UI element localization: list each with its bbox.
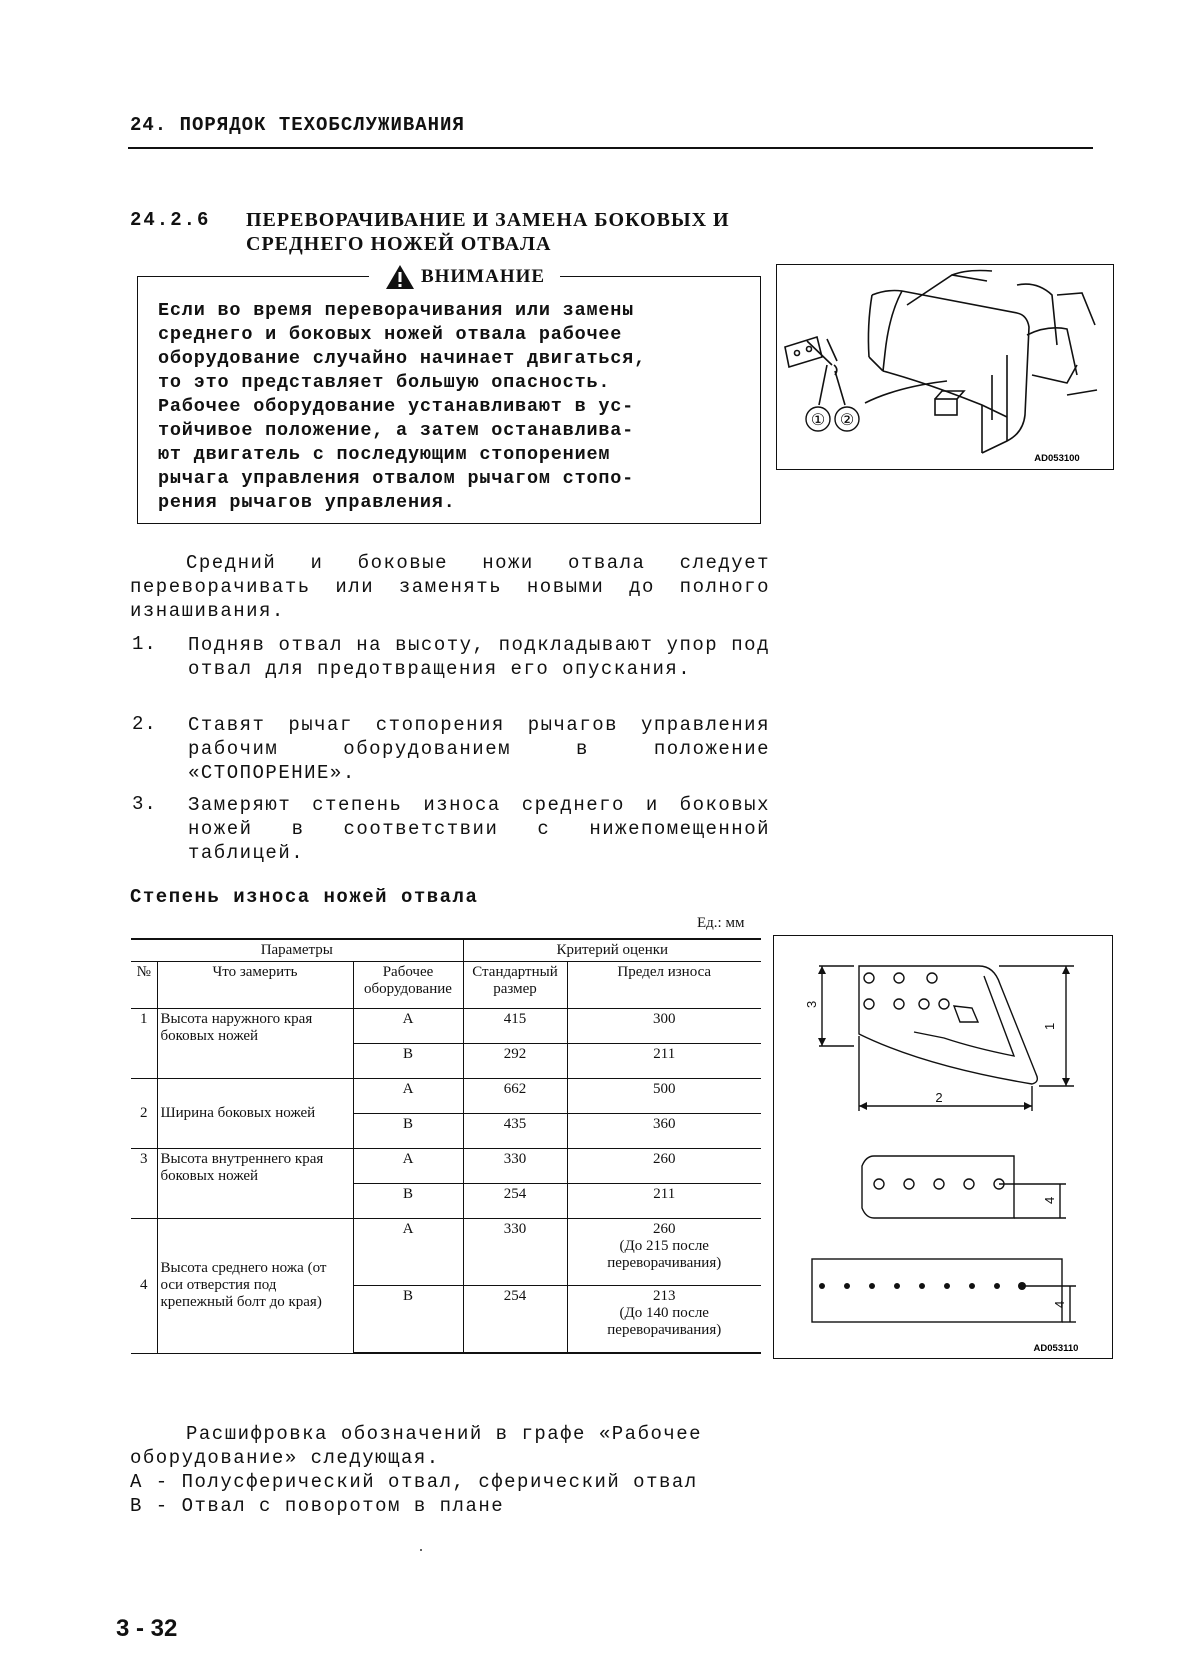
warning-box-top-left: [137, 276, 369, 277]
figure-cutting-edge-dimensions: [773, 935, 1113, 1359]
cell-standard: 292: [463, 1044, 567, 1079]
cell-equip: A: [353, 1009, 463, 1044]
row-num: 4: [131, 1219, 157, 1354]
cell-standard: 254: [463, 1286, 567, 1354]
limit-note: (До 140 после переворачивания): [607, 1305, 722, 1338]
cell-equip: A: [353, 1219, 463, 1286]
row-what: Ширина боковых ножей: [157, 1079, 353, 1149]
table-row: [131, 1009, 761, 1044]
warning-title: ВНИМАНИЕ: [420, 266, 546, 287]
intro-paragraph: Средний и боковые ножи отвала следует переворачивать или заменять новыми до полного изнашивания.: [130, 552, 770, 622]
header-what: Что замерить: [157, 962, 353, 1009]
speck: [420, 1549, 422, 1551]
limit-value: 260: [653, 1221, 676, 1237]
warning-heading: [370, 262, 560, 292]
cell-standard: 254: [463, 1184, 567, 1219]
dim-3-label: 3: [804, 1000, 819, 1008]
chapter-header: 24. ПОРЯДОК ТЕХОБСЛУЖИВАНИЯ: [130, 114, 465, 136]
cell-standard: 662: [463, 1079, 567, 1114]
page-number: 3 - 32: [116, 1615, 178, 1642]
header-params: Параметры: [131, 939, 463, 962]
callout-1: ①: [810, 412, 826, 429]
step-2-number: 2.: [132, 713, 157, 735]
step-3-text: Замеряют степень износа среднего и боковых ножей в соответствии с нижепомещенной таблицей.: [188, 794, 770, 864]
header-limit: Предел износа: [567, 962, 761, 1009]
callout-2: ②: [839, 412, 855, 429]
header-criteria: Критерий оценки: [463, 939, 761, 962]
header-standard: Стандартный размер: [463, 962, 567, 1009]
cell-equip: B: [353, 1114, 463, 1149]
cell-standard: 330: [463, 1219, 567, 1286]
step-2-text: Ставят рычаг стопорения рычагов управления рабочим оборудованием в положение «СТОПОРЕНИЕ».: [188, 714, 770, 784]
cutting-edge-drawing: [774, 936, 1111, 1357]
dim-1-label: 1: [1042, 1022, 1057, 1030]
warning-box-top-right: [560, 276, 761, 277]
cell-limit: 300: [567, 1009, 761, 1044]
wear-table: [131, 938, 761, 1354]
figure1-code: AD053100: [1034, 453, 1080, 464]
cell-standard: 330: [463, 1149, 567, 1184]
cell-standard: 415: [463, 1009, 567, 1044]
dim-4-label-b: 4: [1052, 1300, 1067, 1308]
row-what: Высота среднего ножа (от оси отверстия под крепежный болт до края): [157, 1219, 353, 1354]
header-num: №: [131, 962, 157, 1009]
header-equipment: Рабочее оборудование: [353, 962, 463, 1009]
warning-text: Если во время переворачивания или замены среднего и боковых ножей отвала рабочее оборудование случайно начинает двигаться, то это представляет большую опасность. Рабочее оборудование устанавливают в ус- тойчивое положение, а затем останавлива- ют двигатель с последующим стопорением рычага управления отвалом рычагом стопо- рения рычагов управления.: [158, 300, 646, 513]
cell-equip: A: [353, 1079, 463, 1114]
header-rule: [128, 147, 1093, 149]
cell-equip: B: [353, 1286, 463, 1354]
legend-intro: Расшифровка обозначений в графе «Рабочее оборудование» следующая.: [130, 1423, 703, 1469]
cell-equip: B: [353, 1184, 463, 1219]
row-num: 1: [131, 1009, 157, 1079]
row-num: 3: [131, 1149, 157, 1219]
cell-limit: 211: [567, 1044, 761, 1079]
row-what: Высота внутреннего края боковых ножей: [157, 1149, 353, 1219]
row-what: Высота наружного края боковых ножей: [157, 1009, 353, 1079]
table-row: [131, 1079, 761, 1114]
cell-limit: [567, 1286, 761, 1354]
cell-limit: 260: [567, 1149, 761, 1184]
table-title: Степень износа ножей отвала: [130, 886, 479, 908]
table-row: [131, 1219, 761, 1286]
dim-4-label-a: 4: [1042, 1196, 1057, 1204]
limit-note: (До 215 после переворачивания): [607, 1238, 722, 1271]
step-1-number: 1.: [132, 633, 157, 655]
table-row: [131, 1149, 761, 1184]
table-unit: Ед.: мм: [697, 915, 745, 931]
figure-blade-illustration: [776, 264, 1114, 470]
legend-b: B - Отвал с поворотом в плане: [130, 1495, 505, 1517]
step-3-number: 3.: [132, 793, 157, 815]
cell-equip: A: [353, 1149, 463, 1184]
cell-equip: B: [353, 1044, 463, 1079]
cell-limit: 500: [567, 1079, 761, 1114]
cell-standard: 435: [463, 1114, 567, 1149]
section-number: 24.2.6: [130, 209, 211, 231]
legend-a: A - Полусферический отвал, сферический отвал: [130, 1471, 698, 1493]
limit-value: 213: [653, 1288, 676, 1304]
cell-limit: [567, 1219, 761, 1286]
figure2-code: AD053110: [1033, 1343, 1079, 1354]
row-num: 2: [131, 1079, 157, 1149]
section-title: ПЕРЕВОРАЧИВАНИЕ И ЗАМЕНА БОКОВЫХ И СРЕДНЕГО НОЖЕЙ ОТВАЛА: [246, 209, 730, 255]
dim-2-label: 2: [935, 1090, 943, 1105]
cell-limit: 211: [567, 1184, 761, 1219]
blade-drawing: [777, 265, 1112, 468]
cell-limit: 360: [567, 1114, 761, 1149]
warning-triangle-icon: [385, 264, 415, 290]
step-1-text: Подняв отвал на высоту, подкладывают упор под отвал для предотвращения его опускания.: [188, 634, 770, 680]
